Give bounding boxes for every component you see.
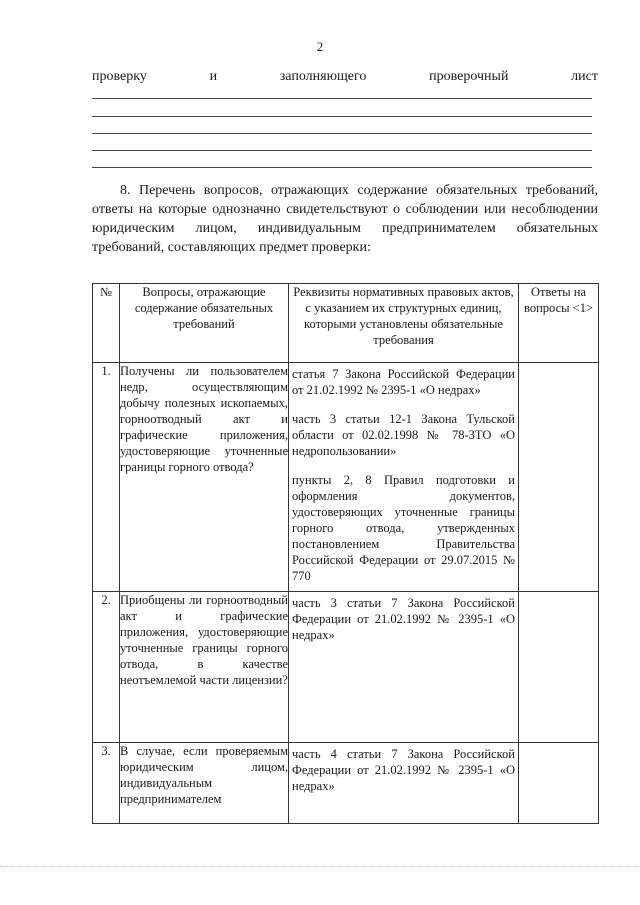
intro-word: заполняющего [279,69,367,84]
row-number: 3. [93,743,120,824]
table-row [93,592,599,743]
page-number: 2 [316,39,324,54]
row-references [289,743,519,824]
intro-word: проверку [92,69,147,84]
header-answers: Ответы на вопросы <1> [519,284,599,363]
blank-fill-line [92,116,592,117]
row-answer-cell[interactable] [519,743,599,824]
scan-edge-artifact [0,866,640,869]
intro-word: проверочный [429,69,509,84]
row-number: 2. [93,592,120,743]
row-references [289,592,519,743]
table-row [93,743,599,824]
intro-word: лист [571,69,598,84]
header-references: Реквизиты нормативных правовых актов, с указанием их структурных единиц, которыми установлены обязательные требования [289,284,519,363]
row-references [289,363,519,592]
reference-item: часть 3 статьи 12-1 Закона Тульской области от 02.02.1998 № 78-ЗТО «О недропользовании» [292,412,515,458]
blank-fill-line [92,167,592,168]
row-number: 1. [93,363,120,592]
intro-word: и [209,69,218,84]
reference-item: часть 3 статьи 7 Закона Российской Федерации от 21.02.1992 № 2395-1 «О недрах» [292,596,515,642]
reference-item: часть 4 статьи 7 Закона Российской Федерации от 21.02.1992 № 2395-1 «О недрах» [292,747,515,793]
blank-fill-line [92,98,592,99]
checklist-table [92,283,599,824]
reference-item: пункты 2, 8 Правил подготовки и оформления документов, удостоверяющих уточненные границы горного отвода, утвержденных постановлением Правительства Российской Федерации от 29.07.2015 № 770 [292,473,515,583]
blank-fill-line [92,133,592,134]
row-answer-cell[interactable] [519,592,599,743]
row-question: Приобщены ли горноотводный акт и графические приложения, удостоверяющие уточненные границы горного отвода, в качестве неотъемлемой части лицензии? [120,592,289,743]
table-row [93,363,599,592]
section-8-paragraph: 8. Перечень вопросов, отражающих содержание обязательных требований, ответы на которые однозначно свидетельствуют о соблюдении или несоблюдении юридическим лицом, индивидуальным предпринимателем обязательных требований, составляющих предмет проверки: [92,183,598,255]
row-answer-cell[interactable] [519,363,599,592]
header-number: № [93,284,120,363]
reference-item: статья 7 Закона Российской Федерации от 21.02.1992 № 2395-1 «О недрах» [292,367,515,397]
blank-fill-line [92,150,592,151]
intro-line [92,69,598,85]
table-header-row [93,284,599,363]
row-question: Получены ли пользователем недр, осуществляющим добычу полезных ископаемых, горноотводный акт и графические приложения, удостоверяющие уточненные границы горного отвода? [120,363,289,592]
row-question: В случае, если проверяемым юридическим лицом, индивидуальным предпринимателем [120,743,289,824]
header-questions: Вопросы, отражающие содержание обязательных требований [120,284,289,363]
